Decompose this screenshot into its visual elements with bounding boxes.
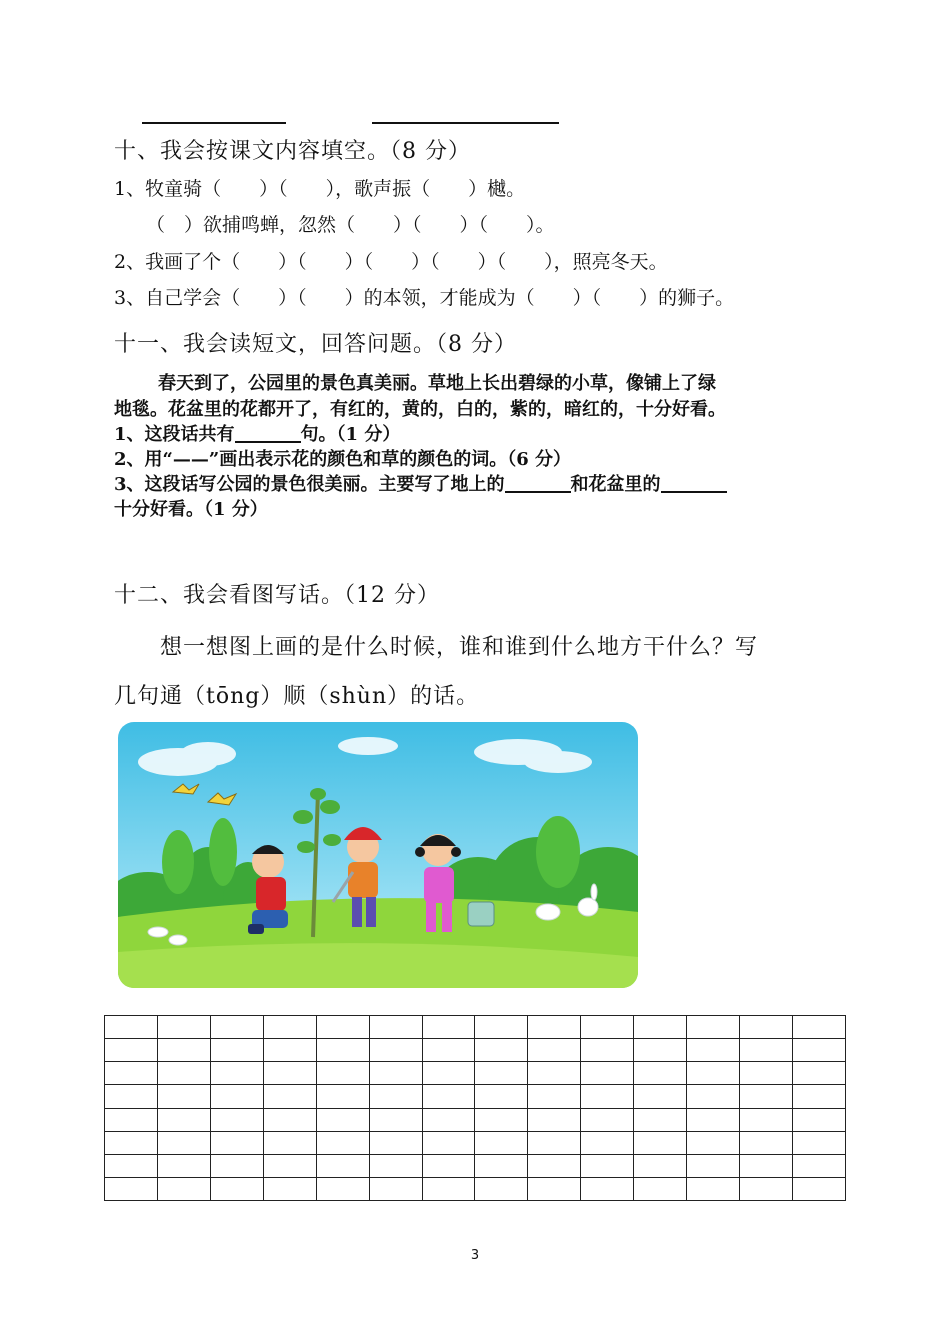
grid-cell[interactable]	[740, 1131, 793, 1154]
grid-cell[interactable]	[528, 1085, 581, 1108]
grid-cell[interactable]	[105, 1039, 158, 1062]
grid-row	[105, 1016, 846, 1039]
grid-cell[interactable]	[369, 1177, 422, 1200]
grid-cell[interactable]	[634, 1154, 687, 1177]
grid-cell[interactable]	[210, 1108, 263, 1131]
answer-line-2	[372, 122, 559, 124]
grid-cell[interactable]	[369, 1016, 422, 1039]
grid-cell[interactable]	[528, 1177, 581, 1200]
grid-cell[interactable]	[581, 1154, 634, 1177]
grid-cell[interactable]	[422, 1108, 475, 1131]
section-12-prompt-line2: 几句通（tōng）顺（shùn）的话。	[114, 684, 480, 709]
grid-row	[105, 1177, 846, 1200]
grid-cell[interactable]	[316, 1085, 369, 1108]
grid-cell[interactable]	[263, 1085, 316, 1108]
grid-cell[interactable]	[475, 1131, 528, 1154]
grid-row	[105, 1062, 846, 1085]
grid-cell[interactable]	[105, 1062, 158, 1085]
grid-cell[interactable]	[792, 1154, 845, 1177]
grid-cell[interactable]	[316, 1154, 369, 1177]
q3-blank-2	[661, 473, 727, 493]
grid-cell[interactable]	[105, 1154, 158, 1177]
grid-cell[interactable]	[263, 1039, 316, 1062]
q1-blank	[235, 423, 301, 443]
grid-cell[interactable]	[740, 1154, 793, 1177]
grid-row	[105, 1039, 846, 1062]
grid-cell[interactable]	[422, 1154, 475, 1177]
grid-cell[interactable]	[105, 1016, 158, 1039]
grid-cell[interactable]	[369, 1062, 422, 1085]
grid-cell[interactable]	[581, 1039, 634, 1062]
section-11-q1	[114, 420, 400, 446]
grid-cell[interactable]	[581, 1131, 634, 1154]
section-10-q1-line2: （ ）欲捕鸣蝉，忽然（ ）（ ）（ ）。	[146, 214, 555, 236]
grid-cell[interactable]	[792, 1108, 845, 1131]
grid-cell[interactable]	[581, 1108, 634, 1131]
grid-cell[interactable]	[740, 1062, 793, 1085]
grid-cell[interactable]	[263, 1108, 316, 1131]
grid-cell[interactable]	[792, 1177, 845, 1200]
grid-cell[interactable]	[687, 1154, 740, 1177]
grid-cell[interactable]	[316, 1039, 369, 1062]
grid-cell[interactable]	[210, 1154, 263, 1177]
section-10-q2: 2、我画了个（ ）（ ）（ ）（ ）（ ），照亮冬天。	[114, 251, 668, 273]
grid-cell[interactable]	[687, 1062, 740, 1085]
writing-grid	[104, 1015, 846, 1201]
grid-cell[interactable]	[263, 1154, 316, 1177]
grid-cell[interactable]	[475, 1154, 528, 1177]
grid-cell[interactable]	[528, 1016, 581, 1039]
section-10-q1-line1: 1、牧童骑（ ）（ ），歌声振（ ）樾。	[114, 178, 526, 200]
grid-row	[105, 1085, 846, 1108]
grid-cell[interactable]	[528, 1154, 581, 1177]
grid-cell[interactable]	[210, 1177, 263, 1200]
grid-cell[interactable]	[634, 1016, 687, 1039]
grid-cell[interactable]	[422, 1085, 475, 1108]
grid-cell[interactable]	[210, 1131, 263, 1154]
grid-cell[interactable]	[740, 1108, 793, 1131]
grid-cell[interactable]	[475, 1177, 528, 1200]
grid-cell[interactable]	[792, 1062, 845, 1085]
grid-cell[interactable]	[528, 1131, 581, 1154]
grid-cell[interactable]	[369, 1085, 422, 1108]
section-12-heading: 十二、我会看图写话。（12 分）	[114, 583, 440, 608]
grid-cell[interactable]	[475, 1062, 528, 1085]
grid-cell[interactable]	[210, 1039, 263, 1062]
children-planting-tree-illustration	[118, 722, 638, 988]
grid-row	[105, 1131, 846, 1154]
grid-cell[interactable]	[687, 1039, 740, 1062]
grid-cell[interactable]	[316, 1062, 369, 1085]
grid-cell[interactable]	[634, 1108, 687, 1131]
grid-cell[interactable]	[792, 1039, 845, 1062]
grid-cell[interactable]	[369, 1108, 422, 1131]
page-number: 3	[470, 1248, 480, 1263]
grid-cell[interactable]	[634, 1085, 687, 1108]
section-10-heading: 十、我会按课文内容填空。（8 分）	[114, 139, 471, 164]
section-11-q2: 2、用“——”画出表示花的颜色和草的颜色的词。（6 分）	[114, 449, 572, 470]
grid-cell[interactable]	[634, 1177, 687, 1200]
grid-cell[interactable]	[263, 1131, 316, 1154]
q3-text-b: 和花盆里的	[570, 474, 661, 495]
grid-cell[interactable]	[581, 1062, 634, 1085]
grid-cell[interactable]	[105, 1177, 158, 1200]
grid-cell[interactable]	[210, 1085, 263, 1108]
q1-text-b: 句。（1 分）	[300, 424, 401, 445]
grid-cell[interactable]	[157, 1085, 210, 1108]
grid-cell[interactable]	[475, 1085, 528, 1108]
grid-cell[interactable]	[740, 1039, 793, 1062]
grid-cell[interactable]	[581, 1016, 634, 1039]
grid-cell[interactable]	[157, 1016, 210, 1039]
grid-row	[105, 1108, 846, 1131]
grid-cell[interactable]	[210, 1016, 263, 1039]
grid-cell[interactable]	[634, 1062, 687, 1085]
grid-cell[interactable]	[210, 1062, 263, 1085]
grid-cell[interactable]	[422, 1177, 475, 1200]
section-10-q3: 3、自己学会（ ）（ ）的本领，才能成为（ ）（ ）的狮子。	[114, 287, 735, 309]
grid-cell[interactable]	[369, 1039, 422, 1062]
answer-line-1	[142, 122, 286, 124]
q3-text-a: 3、这段话写公园的景色很美丽。主要写了地上的	[114, 474, 505, 495]
passage-line-1: 春天到了，公园里的景色真美丽。草地上长出碧绿的小草，像铺上了绿	[158, 373, 716, 394]
grid-cell[interactable]	[687, 1085, 740, 1108]
grid-cell[interactable]	[157, 1062, 210, 1085]
grid-cell[interactable]	[157, 1131, 210, 1154]
grid-cell[interactable]	[475, 1108, 528, 1131]
grid-cell[interactable]	[316, 1016, 369, 1039]
passage-line-2: 地毯。花盆里的花都开了，有红的，黄的，白的，紫的，暗红的，十分好看。	[114, 399, 726, 420]
grid-cell[interactable]	[422, 1062, 475, 1085]
grid-cell[interactable]	[157, 1177, 210, 1200]
grid-cell[interactable]	[263, 1177, 316, 1200]
grid-cell[interactable]	[792, 1085, 845, 1108]
grid-cell[interactable]	[634, 1131, 687, 1154]
grid-cell[interactable]	[740, 1085, 793, 1108]
q3-blank-1	[505, 473, 571, 493]
grid-cell[interactable]	[422, 1039, 475, 1062]
grid-cell[interactable]	[528, 1062, 581, 1085]
grid-cell[interactable]	[634, 1039, 687, 1062]
grid-cell[interactable]	[740, 1016, 793, 1039]
grid-cell[interactable]	[422, 1016, 475, 1039]
grid-cell[interactable]	[369, 1131, 422, 1154]
section-11-q3	[114, 470, 727, 496]
grid-cell[interactable]	[316, 1177, 369, 1200]
grid-cell[interactable]	[157, 1108, 210, 1131]
grid-row	[105, 1154, 846, 1177]
q1-text-a: 1、这段话共有	[114, 424, 235, 445]
grid-cell[interactable]	[687, 1177, 740, 1200]
section-11-heading: 十一、我会读短文，回答问题。（8 分）	[114, 332, 517, 357]
grid-cell[interactable]	[528, 1108, 581, 1131]
grid-cell[interactable]	[687, 1016, 740, 1039]
grid-cell[interactable]	[687, 1131, 740, 1154]
section-12-prompt-line1: 想一想图上画的是什么时候，谁和谁到什么地方干什么？写	[160, 635, 759, 660]
grid-cell[interactable]	[581, 1177, 634, 1200]
grid-cell[interactable]	[475, 1016, 528, 1039]
grid-cell[interactable]	[422, 1131, 475, 1154]
grid-cell[interactable]	[792, 1016, 845, 1039]
grid-cell[interactable]	[316, 1108, 369, 1131]
grid-cell[interactable]	[157, 1154, 210, 1177]
grid-cell[interactable]	[369, 1154, 422, 1177]
grid-cell[interactable]	[105, 1085, 158, 1108]
grid-cell[interactable]	[105, 1131, 158, 1154]
grid-cell[interactable]	[263, 1016, 316, 1039]
grid-cell[interactable]	[475, 1039, 528, 1062]
grid-cell[interactable]	[316, 1131, 369, 1154]
grid-cell[interactable]	[157, 1039, 210, 1062]
grid-cell[interactable]	[581, 1085, 634, 1108]
section-11-q3-cont: 十分好看。（1 分）	[114, 499, 268, 520]
grid-cell[interactable]	[687, 1108, 740, 1131]
grid-cell[interactable]	[740, 1177, 793, 1200]
grid-cell[interactable]	[528, 1039, 581, 1062]
grid-cell[interactable]	[105, 1108, 158, 1131]
grid-cell[interactable]	[263, 1062, 316, 1085]
grid-cell[interactable]	[792, 1131, 845, 1154]
